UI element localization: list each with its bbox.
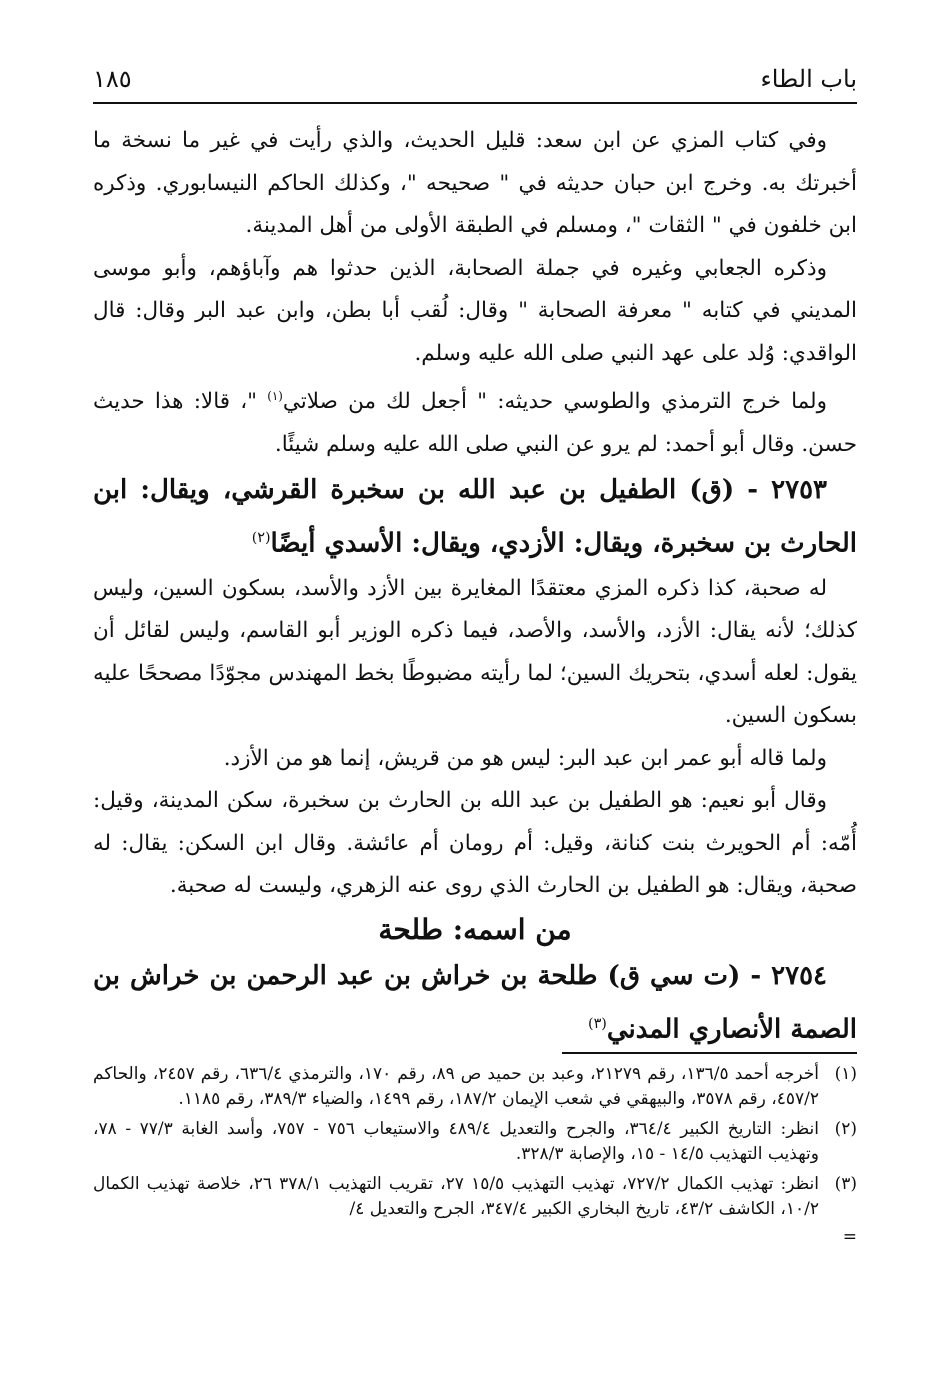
footnote-2-text: انظر: التاريخ الكبير ٣٦٤/٤، والجرح والتعديل ٤٨٩/٤ والاستيعاب ٧٥٦ - ٧٥٧، وأسد الغابة ٧٧/٣ - ٧٨، وتهذيب التهذيب ١٤/٥ - ١٥، والإصابة ٣٢٨/٣. [93,1119,819,1164]
entry-2754-heading: ٢٧٥٤ - (ت سي ق) طلحة بن خراش بن عبد الرحمن بن خراش بن الصمة الأنصاري المدني [93,960,857,1045]
paragraph-3-text-b: "، قالا: هذا حديث حسن. وقال أبو أحمد: لم يرو عن النبي صلى الله عليه وسلم شيئًا. [93,389,857,457]
paragraph-4: له صحبة، كذا ذكره المزي معتقدًا المغايرة بين الأزد والأسد، بسكون السين، وليس كذلك؛ لأنه يقال: الأزد، والأسد، والأصد، فيما ذكره الوزير أبو القاسم، وليس لقائل أن يقول: لعله أسدي، بتحريك السين؛ لما رأيته مضبوطًا بخط المهندس مجوّدًا مصححًا عليه بسكون السين. [93,575,857,729]
footnote-ref-1: (١) [267,389,283,403]
running-header [93,56,857,104]
footnote-2-number: (٢) [834,1119,857,1139]
paragraph-6: وقال أبو نعيم: هو الطفيل بن عبد الله بن الحارث بن سخبرة، سكن المدينة، وقيل: أُمّه: أم الحويرث بنت كنانة، وقيل: أم رومان أم عائشة. وقال ابن السكن: يقال: له صحبة، ويقال: هو الطفيل بن الحارث الذي روى عنه الزهري، وليست له صحبة. [93,788,857,899]
footnote-1-text: أخرجه أحمد ١٣٦/٥، رقم ٢١٢٧٩، وعبد بن حميد ص ٨٩، رقم ١٧٠، والترمذي ٦٣٦/٤، رقم ٢٤٥٧، والحاكم ٤٥٧/٢، رقم ٣٥٧٨، والبيهقي في شعب الإيمان ١٨٧/٢، رقم ١٤٩٩، والضياء ٣٨٩/٣، رقم ١١٨٥. [93,1064,819,1109]
entry-2753-heading: ٢٧٥٣ - (ق) الطفيل بن عبد الله بن سخبرة القرشي، ويقال: ابن الحارث بن سخبرة، ويقال: الأزدي، ويقال: الأسدي أيضًا [93,475,857,559]
paragraph-1: وفي كتاب المزي عن ابن سعد: قليل الحديث، والذي رأيت في غير ما نسخة ما أخبرتك به. وخرج ابن حبان حديثه في " صحيحه "، وكذلك الحاكم النيسابوري. وذكره ابن خلفون في " الثقات "، ومسلم في الطبقة الأولى من أهل المدينة. [93,128,857,238]
footnotes [93,1062,857,1247]
footnote-3 [93,1172,857,1221]
continuation-mark: = [842,1227,857,1247]
paragraph-5: ولما قاله أبو عمر ابن عبد البر: ليس هو من قريش، إنما هو من الأزد. [223,745,827,771]
footnote-3-number: (٣) [834,1174,857,1194]
page-number: ١٨٥ [93,65,132,93]
footnote-3-text: انظر: تهذيب الكمال ٧٢٧/٢، تهذيب التهذيب ١٥/٥ ٢٧، تقريب التهذيب ٣٧٨/١ ٢٦، خلاصة تهذيب الكمال ١٠/٢، الكاشف ٤٣/٢، تاريخ البخاري الكبير ٣٤٧/٤، الجرح والتعديل ٤/ [93,1174,819,1219]
entry-2753 [93,466,857,568]
section-heading: من اسمه: طلحة [378,912,572,946]
paragraph-3 [93,375,857,466]
paragraph-3-text-a: ولما خرج الترمذي والطوسي حديثه: " أجعل لك من صلاتي [282,389,827,415]
footnote-1-number: (١) [834,1064,857,1084]
footnote-separator [562,1052,857,1054]
chapter-title: باب الطاء [760,65,857,93]
main-text [93,120,857,1053]
footnote-2 [93,1117,857,1166]
entry-2754 [93,952,857,1054]
footnote-ref-3: (٣) [587,1015,607,1032]
paragraph-2: وذكره الجعابي وغيره في جملة الصحابة، الذين حدثوا هم وآباؤهم، وأبو موسى المديني في كتابه " معرفة الصحابة " وقال: لُقب أبا بطن، وابن عبد البر وقال: قال الواقدي: وُلد على عهد النبي صلى الله عليه وسلم. [93,255,857,366]
footnote-1 [93,1062,857,1111]
footnote-ref-2: (٢) [251,530,271,547]
